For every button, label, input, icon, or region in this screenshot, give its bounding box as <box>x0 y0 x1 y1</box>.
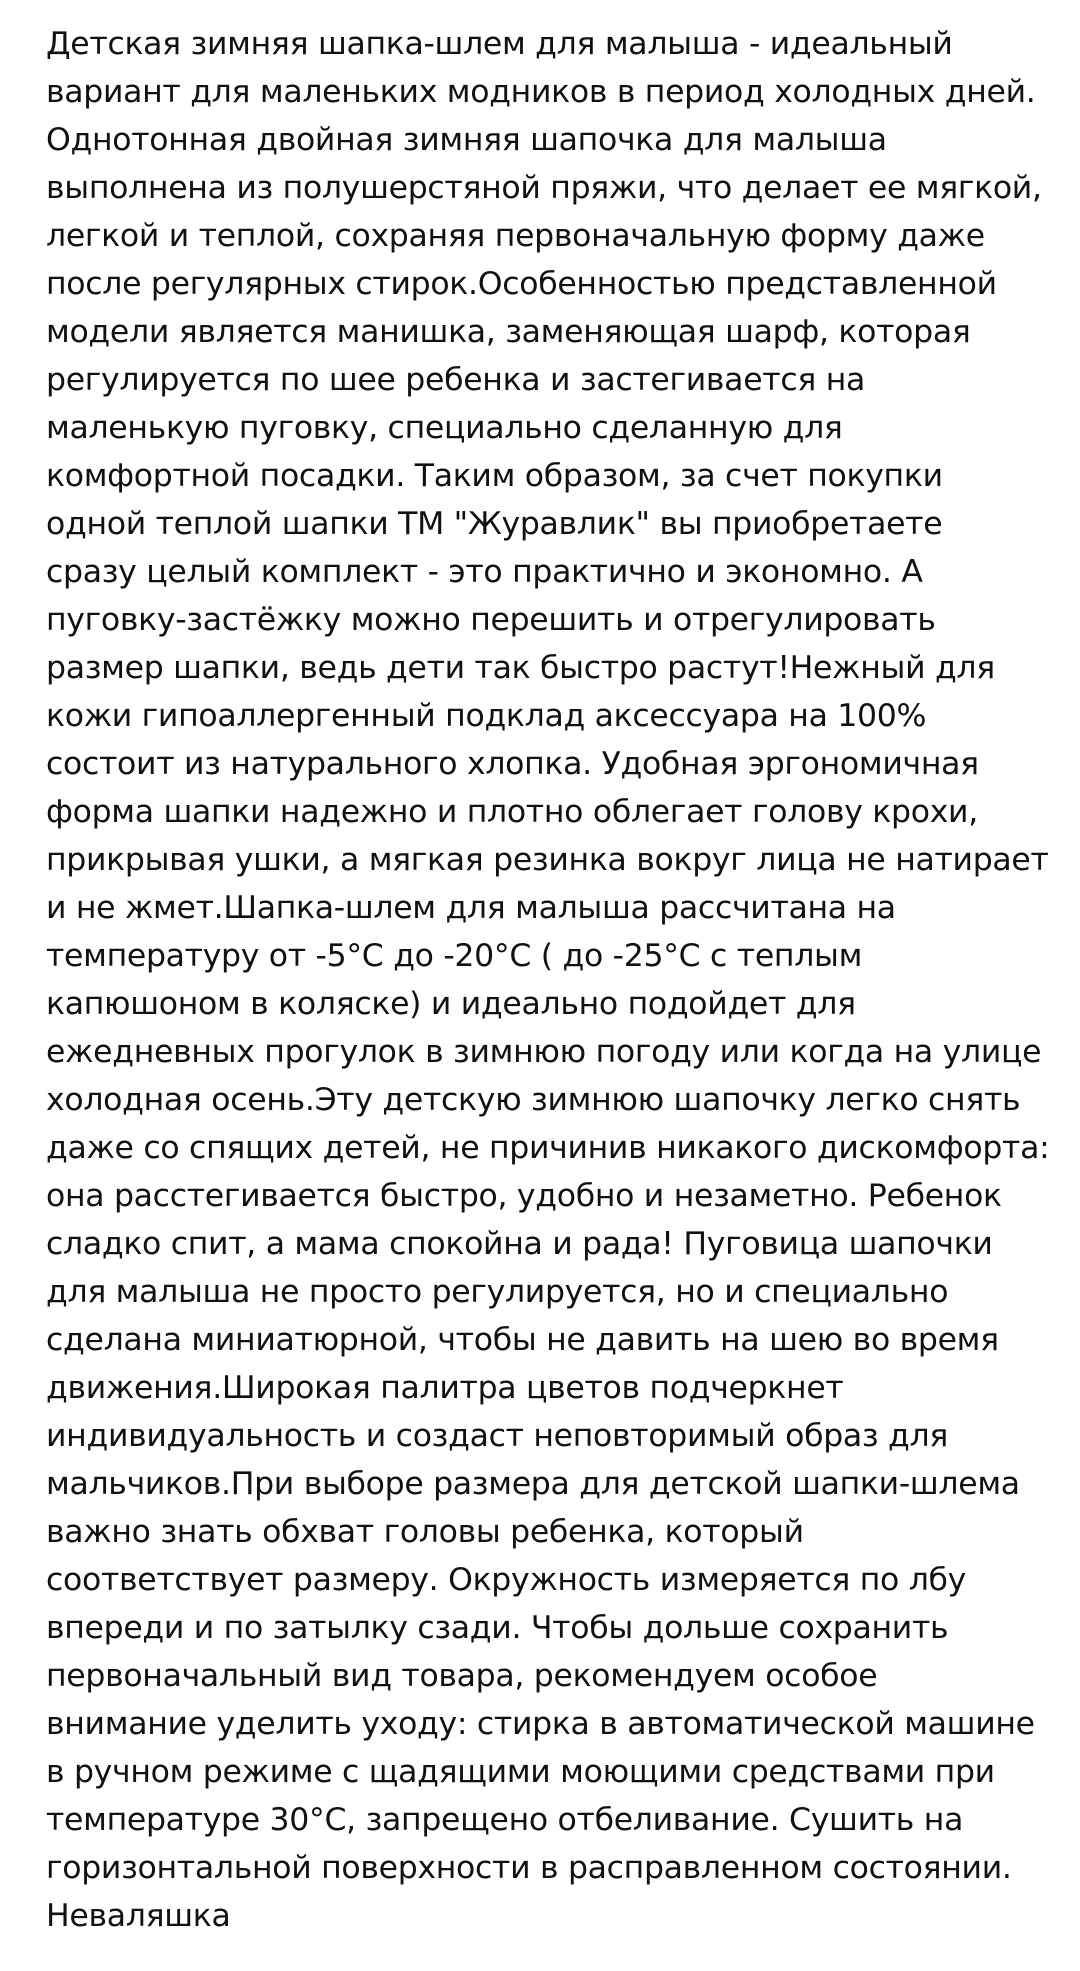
description-line: после регулярных стирок.Особенностью представленной <box>46 266 997 302</box>
description-line: Однотонная двойная зимняя шапочка для малыша <box>46 122 887 158</box>
description-line: одной теплой шапки ТМ "Журавлик" вы приобретаете <box>46 506 943 542</box>
description-line: кожи гипоаллергенный подклад аксессуара на 100% <box>46 698 927 734</box>
description-line: сразу целый комплект - это практично и экономно. А <box>46 554 923 590</box>
description-line: сладко спит, а мама спокойна и рада! Пуговица шапочки <box>46 1226 993 1262</box>
description-line: Неваляшка <box>46 1898 231 1934</box>
description-line: состоит из натурального хлопка. Удобная эргономичная <box>46 746 979 782</box>
description-line: вариант для маленьких модников в период холодных дней. <box>46 74 1036 110</box>
description-line: маленькую пуговку, специально сделанную для <box>46 410 843 446</box>
description-line: горизонтальной поверхности в расправленном состоянии. <box>46 1850 1012 1886</box>
description-line: прикрывая ушки, а мягкая резинка вокруг лица не натирает <box>46 842 1049 878</box>
description-line: внимание уделить уходу: стирка в автоматической машине <box>46 1706 1035 1742</box>
description-line: ежедневных прогулок в зимнюю погоду или когда на улице <box>46 1034 1042 1070</box>
description-line: впереди и по затылку сзади. Чтобы дольше сохранить <box>46 1610 949 1646</box>
description-line: холодная осень.Эту детскую зимнюю шапочку легко снять <box>46 1082 1021 1118</box>
description-line: мальчиков.При выборе размера для детской шапки-шлема <box>46 1466 1020 1502</box>
description-line: температуре 30°С, запрещено отбеливание. Сушить на <box>46 1802 964 1838</box>
description-line: даже со спящих детей, не причинив никакого дискомфорта: <box>46 1130 1050 1166</box>
description-line: движения.Широкая палитра цветов подчеркнет <box>46 1370 844 1406</box>
description-line: и не жмет.Шапка-шлем для малыша рассчитана на <box>46 890 896 926</box>
description-line: пуговку-застёжку можно перешить и отрегулировать <box>46 602 936 638</box>
description-line: размер шапки, ведь дети так быстро растут!Нежный для <box>46 650 995 686</box>
description-line: для малыша не просто регулируется, но и специально <box>46 1274 949 1310</box>
description-line: легкой и теплой, сохраняя первоначальную форму даже <box>46 218 985 254</box>
description-line: индивидуальность и создаст неповторимый образ для <box>46 1418 949 1454</box>
description-line: в ручном режиме с щадящими моющими средствами при <box>46 1754 995 1790</box>
description-line: соответствует размеру. Окружность измеряется по лбу <box>46 1562 967 1598</box>
description-line: Детская зимняя шапка-шлем для малыша - идеальный <box>46 26 953 62</box>
description-line: температуру от -5°С до -20°С ( до -25°С с теплым <box>46 938 863 974</box>
description-line: форма шапки надежно и плотно облегает голову крохи, <box>46 794 978 830</box>
description-line: сделана миниатюрной, чтобы не давить на шею во время <box>46 1322 999 1358</box>
description-line: первоначальный вид товара, рекомендуем особое <box>46 1658 878 1694</box>
description-line: модели является манишка, заменяющая шарф, которая <box>46 314 971 350</box>
description-line: комфортной посадки. Таким образом, за счет покупки <box>46 458 943 494</box>
description-line: регулируется по шее ребенка и застегивается на <box>46 362 865 398</box>
product-description <box>46 20 1056 1940</box>
description-line: она расстегивается быстро, удобно и незаметно. Ребенок <box>46 1178 1002 1214</box>
description-line: капюшоном в коляске) и идеально подойдет для <box>46 986 856 1022</box>
description-line: выполнена из полушерстяной пряжи, что делает ее мягкой, <box>46 170 1042 206</box>
description-line: важно знать обхват головы ребенка, который <box>46 1514 804 1550</box>
